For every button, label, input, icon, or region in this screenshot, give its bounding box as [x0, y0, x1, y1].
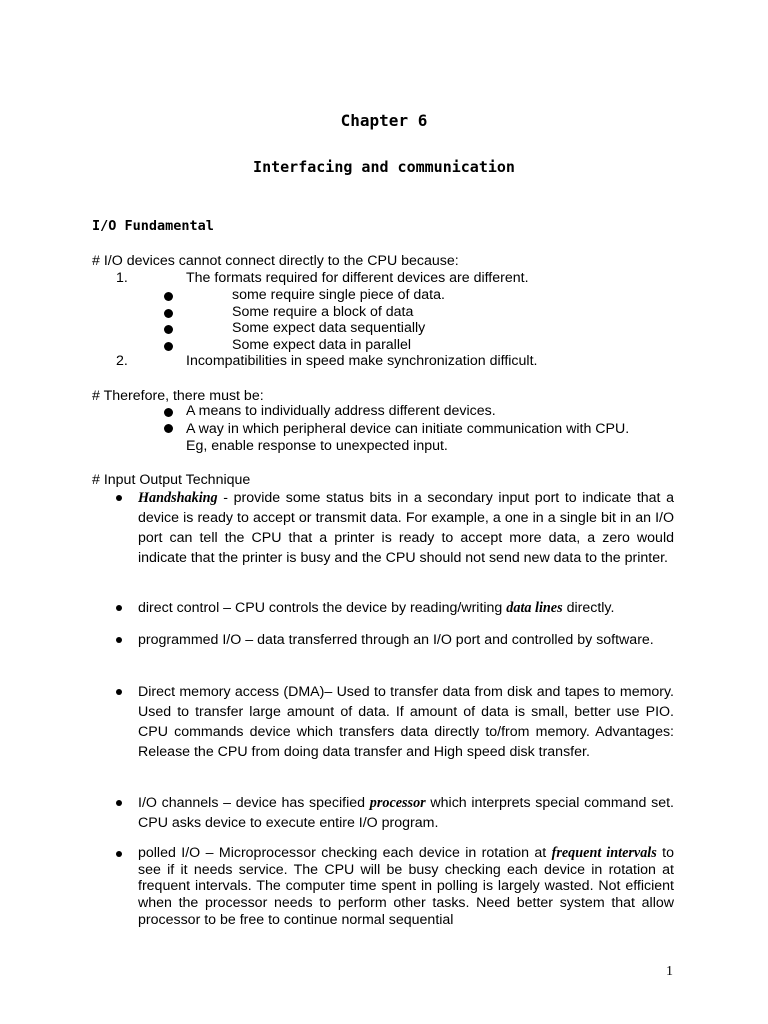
- reasons-intro: # I/O devices cannot connect directly to the CPU because:: [92, 253, 459, 269]
- io-channels-paragraph: I/O channels – device has specified processor which interprets special command set. CPU asks device to execute entire I/O program.: [138, 795, 674, 831]
- therefore-bullet-cont: Eg, enable response to unexpected input.: [186, 438, 448, 454]
- sub-bullet-text: Some expect data sequentially: [232, 320, 426, 336]
- list-item-text: Incompatibilities in speed make synchronization difficult.: [186, 353, 538, 369]
- list-number: 2.: [116, 353, 128, 369]
- page-number: 1: [666, 964, 673, 979]
- polled-io-paragraph: polled I/O – Microprocessor checking each device in rotation at frequent intervals to see if it needs service. The CPU will be busy checking each device in rotation at frequent intervals. The computer time spent in polling is largely wasted. Not efficient when the processor needs to perform other tasks. Need better system that allow processor to be free to continue normal sequential: [138, 845, 675, 928]
- term-frequent-intervals: frequent intervals: [551, 845, 657, 861]
- bullet-icon: [116, 800, 122, 806]
- therefore-bullet: A way in which peripheral device can initiate communication with CPU.: [186, 421, 630, 437]
- programmed-io-paragraph: programmed I/O – data transferred through an I/O port and controlled by software.: [138, 632, 654, 648]
- dma-paragraph: Direct memory access (DMA)– Used to transfer data from disk and tapes to memory. Used to transfer large amount of data. If amount of data is small, better use PIO. CPU commands device which transfers data directly to/from memory. Advantages: Release the CPU from doing data transfer and High speed disk transfer.: [138, 684, 674, 760]
- bullet-icon: [116, 495, 122, 501]
- direct-control-paragraph: direct control – CPU controls the device by reading/writing data lines directly.: [138, 600, 615, 616]
- bullet-icon: [164, 309, 173, 318]
- bullet-icon: [164, 342, 173, 351]
- bullet-icon: [116, 689, 122, 695]
- bullet-icon: [116, 851, 122, 857]
- term-handshaking: Handshaking: [138, 490, 218, 506]
- bullet-icon: [164, 424, 173, 433]
- section-heading: I/O Fundamental: [92, 218, 214, 234]
- term-processor: processor: [369, 795, 426, 811]
- chapter-subtitle: Interfacing and communication: [253, 158, 515, 176]
- bullet-icon: [164, 292, 173, 301]
- sub-bullet-text: some require single piece of data.: [232, 287, 445, 303]
- therefore-bullet: A means to individually address different devices.: [186, 403, 496, 419]
- sub-bullet-text: Some require a block of data: [232, 304, 414, 320]
- list-item-text: The formats required for different devices are different.: [186, 270, 529, 286]
- bullet-icon: [164, 325, 173, 334]
- sub-bullet-text: Some expect data in parallel: [232, 337, 412, 353]
- chapter-title: Chapter 6: [340, 111, 428, 130]
- bullet-icon: [116, 637, 122, 643]
- technique-intro: # Input Output Technique: [92, 472, 251, 488]
- bullet-icon: [164, 408, 173, 417]
- list-number: 1.: [116, 270, 128, 286]
- bullet-icon: [116, 605, 122, 611]
- term-data-lines: data lines: [506, 600, 563, 616]
- handshaking-paragraph: Handshaking - provide some status bits in a secondary input port to indicate that a device is ready to accept or transmit data. For example, a one in a single bit in an I/O port can tell the CPU that a printer is ready to accept more data, a zero would indicate that the printer is busy and the CPU should not send new data to the printer.: [138, 490, 674, 566]
- therefore-intro: # Therefore, there must be:: [92, 388, 264, 404]
